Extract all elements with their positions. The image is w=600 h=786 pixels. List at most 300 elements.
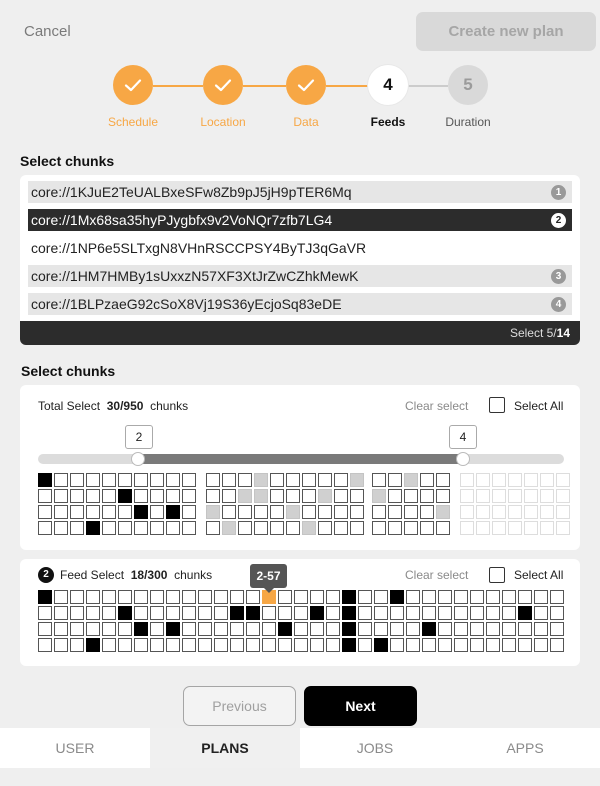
chunk-cell[interactable] (350, 521, 364, 535)
chunk-cell[interactable] (198, 590, 212, 604)
chunk-cell[interactable] (294, 590, 308, 604)
chunk-cell[interactable] (422, 638, 436, 652)
chunk-cell[interactable] (86, 521, 100, 535)
select-all-label: Select All (514, 399, 564, 413)
chunk-cell[interactable] (550, 606, 564, 620)
chunk-cell[interactable] (438, 638, 452, 652)
chunk-cell[interactable] (166, 489, 180, 503)
chunk-cell[interactable] (182, 606, 196, 620)
chunk-cell[interactable] (524, 505, 538, 519)
chunk-cell[interactable] (550, 638, 564, 652)
chunk-cell[interactable] (390, 622, 404, 636)
chunk-cell[interactable] (86, 590, 100, 604)
chunk-cell[interactable] (534, 622, 548, 636)
step-feeds[interactable] (348, 65, 428, 129)
chunk-cell[interactable] (38, 473, 52, 487)
chunk-cell[interactable] (486, 638, 500, 652)
chunk-cell[interactable] (550, 622, 564, 636)
chunk-cell[interactable] (334, 521, 348, 535)
chunk-cell[interactable] (102, 590, 116, 604)
chunk-cell[interactable] (238, 489, 252, 503)
chunk-cell[interactable] (406, 638, 420, 652)
chunk-cell[interactable] (38, 638, 52, 652)
feed-select-summary: Feed Select 18/300 chunks (60, 568, 213, 582)
chunk-cell[interactable] (310, 590, 324, 604)
chunk-cell[interactable] (422, 622, 436, 636)
chunk-cell[interactable] (422, 590, 436, 604)
chunk-cell[interactable] (118, 606, 132, 620)
step-duration[interactable] (428, 65, 508, 129)
chunk-cell[interactable] (182, 521, 196, 535)
chunk-cell[interactable] (406, 606, 420, 620)
chunk-cell[interactable] (318, 505, 332, 519)
step-label: Location (200, 115, 246, 129)
chunk-cell[interactable] (388, 521, 402, 535)
chunk-cell[interactable] (246, 606, 260, 620)
step-label: Duration (445, 115, 491, 129)
select-all-checkbox[interactable] (489, 397, 505, 413)
chunk-cell[interactable] (54, 606, 68, 620)
chunk-cell[interactable] (334, 489, 348, 503)
chunk-cell[interactable] (262, 606, 276, 620)
chunk-cell[interactable] (254, 489, 268, 503)
chunk-cell[interactable] (102, 521, 116, 535)
chunk-cell[interactable] (86, 505, 100, 519)
top-bar (0, 0, 600, 64)
chunk-cell[interactable] (334, 505, 348, 519)
feed-row-selected[interactable] (28, 209, 572, 231)
chunk-cell[interactable] (310, 638, 324, 652)
chunk-cell[interactable] (118, 590, 132, 604)
step-label: Feeds (370, 115, 406, 129)
chunk-cell[interactable] (70, 473, 84, 487)
chunk-cell[interactable] (372, 473, 386, 487)
chunk-cell[interactable] (476, 473, 490, 487)
chunk-cell[interactable] (102, 473, 116, 487)
chunk-cell[interactable] (460, 505, 474, 519)
chunk-cell[interactable] (270, 489, 284, 503)
chunk-cell[interactable] (342, 622, 356, 636)
chunk-cell[interactable] (150, 489, 164, 503)
chunk-cell[interactable] (540, 505, 554, 519)
chunk-cell[interactable] (388, 473, 402, 487)
chunk-cell[interactable] (286, 473, 300, 487)
chunk-cell[interactable] (358, 622, 372, 636)
chunk-cell[interactable] (460, 489, 474, 503)
chunk-cell[interactable] (422, 606, 436, 620)
chunk-cell[interactable] (150, 521, 164, 535)
chunk-cell[interactable] (238, 473, 252, 487)
chunk-cell[interactable] (38, 521, 52, 535)
chunk-cell[interactable] (198, 622, 212, 636)
chunk-cell[interactable] (294, 638, 308, 652)
chunk-cell[interactable] (420, 505, 434, 519)
chunk-cell[interactable] (302, 521, 316, 535)
chunk-cell[interactable] (134, 590, 148, 604)
chunk-cell[interactable] (326, 590, 340, 604)
chunk-cell[interactable] (182, 489, 196, 503)
feed-row[interactable] (28, 265, 572, 287)
chunk-cell[interactable] (86, 638, 100, 652)
chunk-cell[interactable] (486, 606, 500, 620)
chunk-cell[interactable] (70, 622, 84, 636)
chunk-cell[interactable] (206, 489, 220, 503)
chunk-cell[interactable] (206, 473, 220, 487)
chunk-cell[interactable] (166, 638, 180, 652)
chunk-cell[interactable] (302, 489, 316, 503)
chunk-cell[interactable] (502, 606, 516, 620)
previous-button[interactable]: Previous (183, 686, 296, 726)
chunk-cell[interactable] (86, 473, 100, 487)
chunk-cell[interactable] (86, 622, 100, 636)
chunk-cell[interactable] (54, 489, 68, 503)
chunk-cell[interactable] (294, 622, 308, 636)
chunk-cell[interactable] (358, 590, 372, 604)
chunk-cell[interactable] (70, 521, 84, 535)
chunk-cell[interactable] (118, 473, 132, 487)
chunk-cell[interactable] (318, 521, 332, 535)
chunk-cell[interactable] (318, 473, 332, 487)
chunk-cell[interactable] (54, 590, 68, 604)
chunk-cell[interactable] (150, 505, 164, 519)
chunk-cell[interactable] (118, 521, 132, 535)
chunk-cell[interactable] (358, 606, 372, 620)
chunk-cell[interactable] (70, 505, 84, 519)
chunk-cell[interactable] (524, 489, 538, 503)
chunk-cell[interactable] (150, 473, 164, 487)
checkmark-icon (203, 65, 243, 105)
chunk-cell[interactable] (438, 590, 452, 604)
chunk-cell[interactable] (534, 606, 548, 620)
tab-user[interactable]: USER (55, 740, 95, 756)
tab-apps[interactable]: APPS (506, 740, 544, 756)
chunk-cell[interactable] (454, 638, 468, 652)
chunk-cell[interactable] (182, 473, 196, 487)
chunk-cell[interactable] (254, 521, 268, 535)
chunk-cell[interactable] (486, 622, 500, 636)
chunk-cell[interactable] (166, 622, 180, 636)
chunk-cell[interactable] (102, 489, 116, 503)
chunk-cell[interactable] (286, 489, 300, 503)
chunk-cell[interactable] (278, 606, 292, 620)
step-location[interactable] (183, 65, 263, 129)
chunk-cell[interactable] (350, 473, 364, 487)
chunk-cell[interactable] (388, 505, 402, 519)
feed-id: core://1Mx68sa35hyPJygbfx9v2VoNQr7zfb7LG4 (31, 212, 333, 228)
step-schedule[interactable] (93, 65, 173, 129)
chunk-cell[interactable] (508, 473, 522, 487)
chunk-cell[interactable] (454, 622, 468, 636)
chunk-cell[interactable] (388, 489, 402, 503)
chunk-cell[interactable] (134, 606, 148, 620)
chunk-cell[interactable] (518, 606, 532, 620)
chunk-cell[interactable] (222, 473, 236, 487)
chunk-cell[interactable] (404, 505, 418, 519)
chunk-cell[interactable] (70, 606, 84, 620)
chunk-cell[interactable] (246, 638, 260, 652)
chunk-cell[interactable] (238, 505, 252, 519)
chunk-cell[interactable] (134, 521, 148, 535)
chunk-cell[interactable] (454, 606, 468, 620)
chunk-cell[interactable] (326, 638, 340, 652)
chunk-cell[interactable] (342, 590, 356, 604)
chunk-cell[interactable] (182, 590, 196, 604)
chunk-cell[interactable] (524, 473, 538, 487)
create-new-plan-button[interactable]: Create new plan (416, 12, 596, 51)
chunk-cell[interactable] (262, 622, 276, 636)
chunk-cell[interactable] (150, 638, 164, 652)
chunk-cell[interactable] (470, 606, 484, 620)
chunk-cell[interactable] (404, 489, 418, 503)
chunk-cell[interactable] (222, 505, 236, 519)
chunk-cell[interactable] (214, 622, 228, 636)
chunk-cell[interactable] (518, 638, 532, 652)
chunk-cell[interactable] (230, 622, 244, 636)
chunk-cell[interactable] (38, 489, 52, 503)
select-all-label: Select All (514, 568, 564, 582)
chunk-cell[interactable] (102, 638, 116, 652)
chunk-cell[interactable] (534, 590, 548, 604)
chunk-range-tooltip: 2-57 (250, 564, 287, 588)
chunk-cell[interactable] (524, 521, 538, 535)
chunk-cell[interactable] (246, 622, 260, 636)
chunk-cell[interactable] (540, 521, 554, 535)
next-button[interactable]: Next (304, 686, 417, 726)
chunk-cell[interactable] (238, 521, 252, 535)
chunk-cell[interactable] (404, 473, 418, 487)
feed-row[interactable] (28, 237, 572, 259)
chunk-cell[interactable] (518, 590, 532, 604)
chunk-cell[interactable] (134, 622, 148, 636)
chunk-cell[interactable] (230, 638, 244, 652)
chunk-cell[interactable] (102, 606, 116, 620)
feed-chunk-grid (38, 590, 564, 654)
chunk-cell[interactable] (214, 590, 228, 604)
chunk-cell[interactable] (436, 505, 450, 519)
chunk-cell[interactable] (54, 505, 68, 519)
chunk-cell[interactable] (406, 590, 420, 604)
chunk-cell[interactable] (70, 638, 84, 652)
chunk-cell[interactable] (518, 622, 532, 636)
chunk-cell[interactable] (302, 505, 316, 519)
chunk-cell[interactable] (254, 505, 268, 519)
chunk-cell[interactable] (222, 489, 236, 503)
chunk-cell[interactable] (278, 638, 292, 652)
chunk-cell[interactable] (262, 638, 276, 652)
chunk-cell[interactable] (134, 505, 148, 519)
chunk-cell[interactable] (436, 489, 450, 503)
chunk-cell[interactable] (206, 521, 220, 535)
chunk-cell[interactable] (492, 521, 506, 535)
chunk-cell[interactable] (270, 505, 284, 519)
chunk-cell[interactable] (230, 590, 244, 604)
chunk-cell[interactable] (326, 606, 340, 620)
chunk-cell[interactable] (374, 590, 388, 604)
chunk-cell[interactable] (492, 473, 506, 487)
chunk-cell[interactable] (534, 638, 548, 652)
chunk-cell[interactable] (374, 606, 388, 620)
chunk-cell[interactable] (406, 622, 420, 636)
chunk-cell[interactable] (404, 521, 418, 535)
chunk-cell[interactable] (476, 521, 490, 535)
chunk-cell[interactable] (54, 521, 68, 535)
chunk-cell[interactable] (198, 606, 212, 620)
chunk-cell[interactable] (372, 505, 386, 519)
chunk-cell[interactable] (270, 521, 284, 535)
chunk-cell[interactable] (102, 622, 116, 636)
chunk-cell[interactable] (470, 638, 484, 652)
chunk-cell[interactable] (492, 489, 506, 503)
chunk-cell[interactable] (230, 606, 244, 620)
checkmark-icon (113, 65, 153, 105)
chunk-cell[interactable] (310, 622, 324, 636)
chunk-cell[interactable] (166, 505, 180, 519)
chunk-cell[interactable] (372, 489, 386, 503)
chunk-cell[interactable] (508, 505, 522, 519)
chunk-cell[interactable] (134, 473, 148, 487)
chunk-cell[interactable] (508, 489, 522, 503)
chunk-cell[interactable] (286, 505, 300, 519)
chunk-cell[interactable] (118, 622, 132, 636)
chunk-cell[interactable] (318, 489, 332, 503)
chunk-cell[interactable] (502, 590, 516, 604)
chunk-cell[interactable] (436, 521, 450, 535)
chunk-cell[interactable] (54, 473, 68, 487)
chunk-cell[interactable] (310, 606, 324, 620)
chunk-cell[interactable] (540, 489, 554, 503)
chunk-cell[interactable] (198, 638, 212, 652)
chunk-cell[interactable] (390, 590, 404, 604)
chunk-cell[interactable] (38, 622, 52, 636)
chunk-cell[interactable] (436, 473, 450, 487)
chunk-cell[interactable] (556, 505, 570, 519)
chunk-cell[interactable] (214, 638, 228, 652)
range-start-handle[interactable] (131, 452, 145, 466)
chunk-cell[interactable] (350, 489, 364, 503)
chunk-cell[interactable] (390, 638, 404, 652)
chunk-cell[interactable] (492, 505, 506, 519)
chunk-cell[interactable] (54, 638, 68, 652)
chunk-cell[interactable] (476, 505, 490, 519)
chunk-cell[interactable] (556, 489, 570, 503)
feed-selection-count: Select 5/14 (20, 321, 580, 345)
chunk-cell[interactable] (166, 521, 180, 535)
chunk-cell[interactable] (342, 638, 356, 652)
clear-select-button[interactable]: Clear select (405, 568, 469, 582)
feed-order-badge: 1 (551, 185, 566, 200)
range-end-handle[interactable] (456, 452, 470, 466)
chunk-cell[interactable] (350, 505, 364, 519)
select-all-checkbox[interactable] (489, 567, 505, 583)
step-number: 5 (448, 65, 488, 105)
chunk-cell[interactable] (134, 489, 148, 503)
chunk-cell[interactable] (118, 638, 132, 652)
range-slider-track[interactable] (38, 454, 564, 464)
chunk-cell[interactable] (54, 622, 68, 636)
step-data[interactable] (266, 65, 346, 129)
chunk-cell[interactable] (508, 521, 522, 535)
chunk-cell[interactable] (420, 473, 434, 487)
chunk-cell[interactable] (134, 638, 148, 652)
chunk-cell[interactable] (70, 489, 84, 503)
chunk-cell[interactable] (460, 473, 474, 487)
chunk-cell[interactable] (294, 606, 308, 620)
chunk-cell[interactable] (556, 521, 570, 535)
tab-jobs[interactable]: JOBS (356, 740, 394, 756)
chunk-cell[interactable] (38, 606, 52, 620)
chunk-cell[interactable] (374, 622, 388, 636)
chunk-cell[interactable] (420, 521, 434, 535)
chunk-cell[interactable] (214, 606, 228, 620)
chunk-cell[interactable] (206, 505, 220, 519)
chunk-cell[interactable] (166, 606, 180, 620)
cancel-button[interactable]: Cancel (24, 23, 71, 40)
chunk-cell[interactable] (540, 473, 554, 487)
chunk-cell[interactable] (118, 505, 132, 519)
chunk-cell[interactable] (38, 590, 52, 604)
chunk-cell[interactable] (118, 489, 132, 503)
chunk-cell[interactable] (150, 590, 164, 604)
tab-plans[interactable]: PLANS (150, 728, 300, 768)
chunk-cell[interactable] (166, 590, 180, 604)
chunk-cell[interactable] (286, 521, 300, 535)
chunk-cell[interactable] (420, 489, 434, 503)
chunk-cell[interactable] (438, 622, 452, 636)
chunk-cell[interactable] (254, 473, 268, 487)
chunk-cell[interactable] (342, 606, 356, 620)
chunk-cell[interactable] (166, 473, 180, 487)
chunk-cell[interactable] (556, 473, 570, 487)
chunk-cell[interactable] (502, 638, 516, 652)
chunk-cell[interactable] (334, 473, 348, 487)
chunk-cell[interactable] (70, 590, 84, 604)
chunk-cell[interactable] (102, 505, 116, 519)
chunk-cell[interactable] (150, 606, 164, 620)
chunk-cell[interactable] (302, 473, 316, 487)
chunk-cell[interactable] (150, 622, 164, 636)
chunk-cell[interactable] (86, 489, 100, 503)
chunk-cell[interactable] (326, 622, 340, 636)
chunk-cell[interactable] (358, 638, 372, 652)
chunk-cell[interactable] (246, 590, 260, 604)
chunk-cell[interactable] (470, 622, 484, 636)
chunk-cell[interactable] (454, 590, 468, 604)
chunk-cell[interactable] (182, 622, 196, 636)
chunk-cell[interactable] (278, 590, 292, 604)
chunk-cell[interactable] (38, 505, 52, 519)
chunk-cell[interactable] (390, 606, 404, 620)
chunk-cell[interactable] (438, 606, 452, 620)
range-start-value: 2 (125, 425, 153, 449)
feed-row[interactable] (28, 293, 572, 315)
chunk-cell[interactable] (372, 521, 386, 535)
feed-row[interactable] (28, 181, 572, 203)
clear-select-button[interactable]: Clear select (405, 399, 469, 413)
chunk-cell[interactable] (86, 606, 100, 620)
chunk-cell[interactable] (270, 473, 284, 487)
chunk-cell[interactable] (182, 638, 196, 652)
chunk-cell[interactable] (278, 622, 292, 636)
chunk-cell[interactable] (476, 489, 490, 503)
chunk-cell[interactable] (502, 622, 516, 636)
chunk-cell[interactable] (486, 590, 500, 604)
chunk-cell[interactable] (222, 521, 236, 535)
chunk-cell[interactable] (182, 505, 196, 519)
chunk-cell[interactable] (550, 590, 564, 604)
chunk-cell[interactable] (470, 590, 484, 604)
chunk-cell[interactable] (374, 638, 388, 652)
chunk-cell[interactable] (460, 521, 474, 535)
